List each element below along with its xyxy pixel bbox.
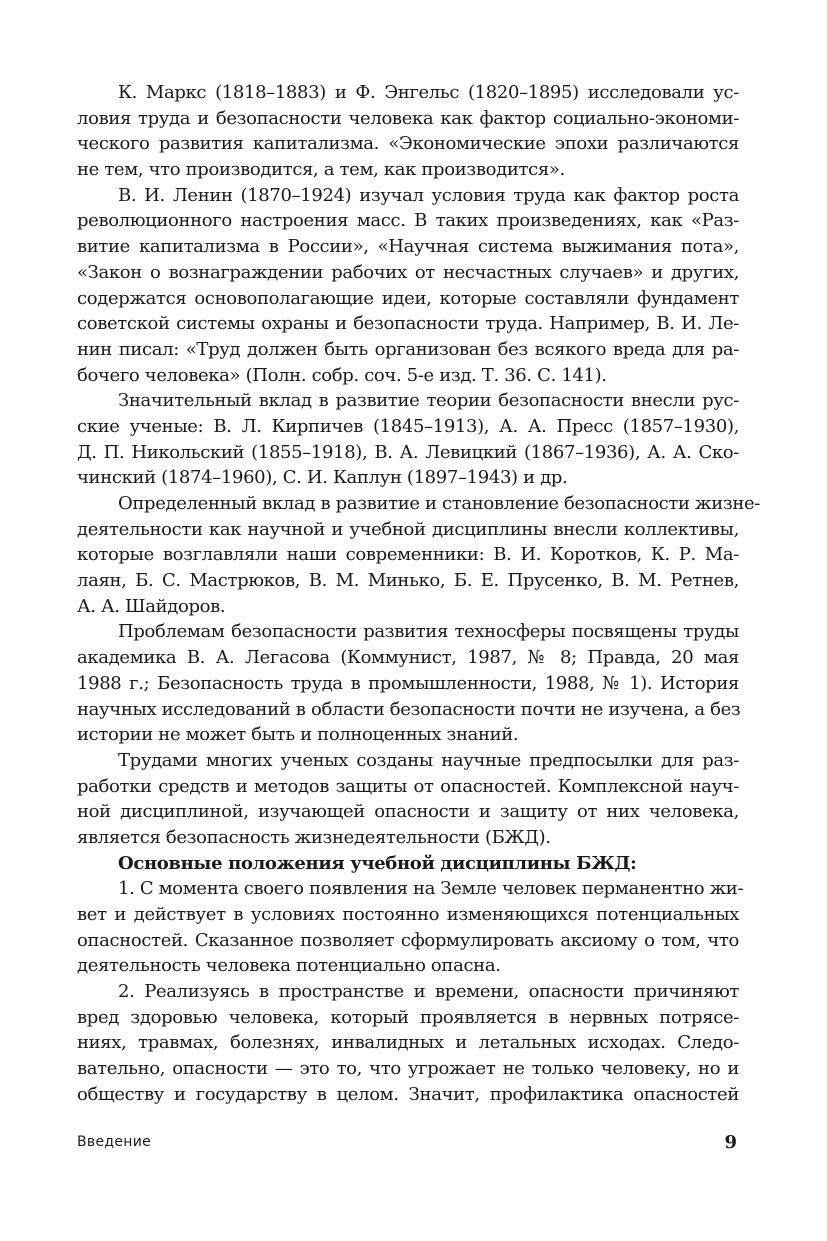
section-heading <box>77 851 739 877</box>
text-line: ловия труда и безопасности человека как фактор социально-экономи- <box>77 107 739 129</box>
text-line: работки средств и методов защиты от опасностей. Комплексной науч- <box>77 775 739 797</box>
section-heading-text: Основные положения учебной дисциплины БЖД: <box>118 852 637 874</box>
paragraph-legasov <box>77 619 739 747</box>
text-line: научных исследований в области безопасности почти не изучена, а без <box>77 698 741 720</box>
text-line: деятельность человека потенциально опасна. <box>77 955 501 977</box>
text-line: 1988 г.; Безопасность труда в промышленности, 1988, № 1). История <box>77 672 739 694</box>
page-number: 9 <box>724 1132 737 1153</box>
text-line: ческого развития капитализма. «Экономические эпохи различаются <box>77 133 739 155</box>
paragraph-item-1 <box>77 876 744 979</box>
text-line: является безопасность жизнедеятельности (БЖД). <box>77 826 551 848</box>
text-line: советской системы охраны и безопасности труда. Например, В. И. Ле- <box>77 313 739 335</box>
text-line: ниях, травмах, болезнях, инвалидных и летальных исходах. Следо- <box>77 1032 739 1054</box>
text-line: Проблемам безопасности развития техносферы посвящены труды <box>118 621 739 643</box>
text-line: нин писал: «Труд должен быть организован без всякого вреда для ра- <box>77 338 739 360</box>
text-line: содержатся основополагающие идеи, которые составляли фундамент <box>77 287 739 309</box>
text-line: вред здоровью человека, который проявляется в нервных потрясе- <box>77 1006 739 1028</box>
text-line: «Закон о вознаграждении рабочих от несчастных случаев» и других, <box>77 261 739 283</box>
text-line: вет и действует в условиях постоянно изменяющихся потенциальных <box>77 904 739 925</box>
text-line: Трудами многих ученых созданы научные предпосылки для раз- <box>118 749 739 771</box>
paragraph-marx-engels <box>77 80 739 183</box>
paragraph-contemporaries <box>77 491 761 619</box>
paragraph-lenin <box>77 183 739 389</box>
text-line: 1. С момента своего появления на Земле человек перманентно жи- <box>118 878 744 900</box>
text-line: академика В. А. Легасова (Коммунист, 1987, № 8; Правда, 20 мая <box>77 647 739 669</box>
text-line: революционного настроения масс. В таких произведениях, как «Раз- <box>77 210 739 232</box>
paragraph-item-2 <box>77 979 739 1107</box>
text-line: вательно, опасности — это то, что угрожает не только человеку, но и <box>77 1058 739 1080</box>
text-line: которые возглавляли наши современники: В. И. Коротков, К. Р. Ма- <box>77 544 739 566</box>
text-line: бочего человека» (Полн. собр. соч. 5-е изд. Т. 36. С. 141). <box>77 364 607 386</box>
text-line: деятельности как научной и учебной дисциплины внесли коллективы, <box>77 518 739 540</box>
text-line: Определенный вклад в развитие и становление безопасности жизне- <box>118 493 761 514</box>
text-line: Значительный вклад в развитие теории безопасности внесли рус- <box>118 390 739 412</box>
text-line: не тем, что производится, а тем, как производится». <box>77 159 565 181</box>
text-line: истории не может быть и полноценных знаний. <box>77 724 519 746</box>
text-line: лаян, Б. С. Мастрюков, В. М. Минько, Б. Е. Прусенко, В. М. Ретнев, <box>77 570 739 592</box>
page-body <box>77 80 761 1108</box>
paragraph-prerequisites <box>77 748 739 851</box>
text-line: А. А. Шайдоров. <box>77 595 226 617</box>
text-line: 2. Реализуясь в пространстве и времени, опасности причиняют <box>118 981 739 1003</box>
paragraph-russian-scientists <box>77 388 739 491</box>
text-line: обществу и государству в целом. Значит, профилактика опасностей <box>77 1083 739 1105</box>
text-line: Д. П. Никольский (1855–1918), В. А. Левицкий (1867–1936), А. А. Ско- <box>77 441 739 463</box>
text-line: В. И. Ленин (1870–1924) изучал условия труда как фактор роста <box>118 184 739 206</box>
text-line: К. Маркс (1818–1883) и Ф. Энгельс (1820–1895) исследовали ус- <box>118 82 739 103</box>
text-line: витие капитализма в России», «Научная система выжимания пота», <box>77 236 739 258</box>
section-name: Введение <box>77 1134 152 1150</box>
text-line: опасностей. Сказанное позволяет сформулировать аксиому о том, что <box>77 929 739 951</box>
page-footer <box>77 1132 739 1156</box>
text-line: чинский (1874–1960), С. И. Каплун (1897–1943) и др. <box>77 467 568 489</box>
text-line: ские ученые: В. Л. Кирпичев (1845–1913), А. А. Пресс (1857–1930), <box>77 415 739 437</box>
text-line: ной дисциплиной, изучающей опасности и защиту от них человека, <box>77 801 739 823</box>
